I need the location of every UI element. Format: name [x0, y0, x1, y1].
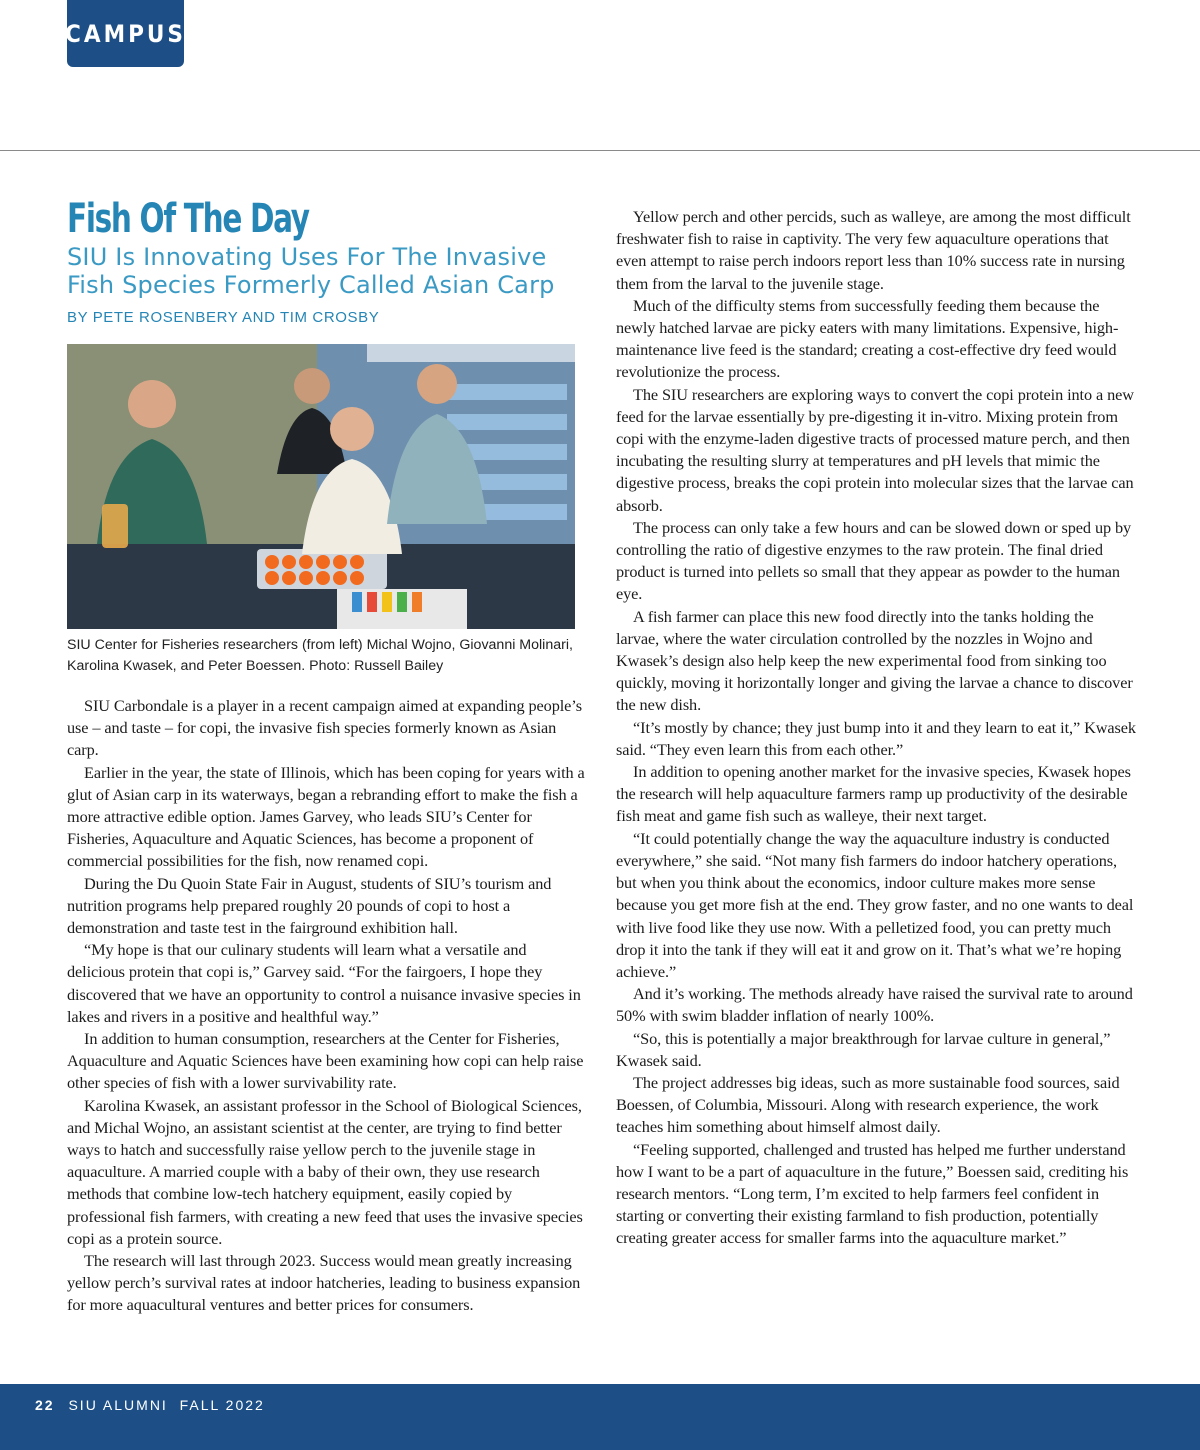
body-paragraph: A fish farmer can place this new food directly into the tanks holding the larvae, where the water circulation controlled by the nozzles in Wojno and Kwasek’s design also help keep the new experimental food from sinking too quickly, moving it horizontally longer and giving the larvae a chance to discover the new dish. [616, 606, 1133, 715]
photo-caption: SIU Center for Fisheries researchers (from left) Michal Wojno, Giovanni Molinari, Karolina Kwasek, and Peter Boessen. Photo: Russell Bailey [67, 637, 573, 674]
article-byline: BY PETE ROSENBERY AND TIM CROSBY [67, 309, 380, 326]
footer-text [35, 1397, 265, 1413]
header-divider [0, 150, 1200, 151]
left-column [67, 195, 587, 1317]
page-number: 22 [35, 1397, 55, 1413]
body-paragraph: During the Du Quoin State Fair in August, students of SIU’s tourism and nutrition programs help prepared roughly 20 pounds of copi to host a demonstration and taste test in the fairground exhibition hall. [67, 873, 552, 938]
article-subtitle: SIU Is Innovating Uses For The Invasive Fish Species Formerly Called Asian Carp [67, 243, 555, 299]
body-paragraph: In addition to human consumption, researchers at the Center for Fisheries, Aquaculture and Aquatic Sciences have been examining how copi can help raise other species of fish with a lower survivability rate. [67, 1029, 584, 1093]
body-paragraph: Yellow perch and other percids, such as walleye, are among the most difficult freshwater fish to raise in captivity. The very few aquaculture operations that even attempt to raise perch indoors report less than 10% success rate in nursing them from the larval to the juvenile stage. [616, 207, 1131, 293]
left-body-text [67, 695, 587, 1317]
body-paragraph: In addition to opening another market for the invasive species, Kwasek hopes the research will help aquaculture farmers ramp up productivity of the desirable fish meat and game fish such as walleye, their next target. [616, 762, 1131, 826]
body-paragraph: The research will last through 2023. Success would mean greatly increasing yellow perch’s survival rates at indoor hatcheries, leading to business expansion for more aquacultural ventures and better prices for consumers. [67, 1251, 581, 1315]
right-column [616, 206, 1138, 1250]
researchers-photo [67, 344, 575, 629]
body-paragraph: “It’s mostly by chance; they just bump into it and they learn to eat it,” Kwasek said. “They even learn this from each other.” [616, 717, 1136, 759]
body-paragraph: And it’s working. The methods already have raised the survival rate to around 50% with swim bladder inflation of nearly 100%. [616, 984, 1133, 1026]
body-paragraph: “Feeling supported, challenged and trusted has helped me further understand how I want to be a part of aquaculture in the future,” Boessen said, crediting his research mentors. “Long term, I’m excited to help farmers feel confident in starting or converting their existing farmland to fish production, potentially creating greater access for smaller farms into the aquaculture market.” [616, 1139, 1129, 1248]
right-body-text [616, 206, 1138, 1250]
body-paragraph: “My hope is that our culinary students will learn what a versatile and delicious protein that copi is,” Garvey said. “For the fairgoers, I hope they discovered that we have an opportunity to control a nuisance invasive species in lakes and rivers in a positive and healthful way.” [67, 940, 581, 1026]
body-paragraph: The project addresses big ideas, such as more sustainable food sources, said Boessen, of Columbia, Missouri. Along with research experience, the work teaches him something about himself almost daily. [616, 1072, 1120, 1137]
publication-name: SIU ALUMNI FALL 2022 [68, 1397, 265, 1413]
body-paragraph: “So, this is potentially a major breakthrough for larvae culture in general,” Kwasek said. [616, 1028, 1111, 1070]
body-paragraph: The process can only take a few hours and can be slowed down or sped up by controlling the ratio of digestive enzymes to the raw protein. The final dried product is turned into pellets so small that they appear as powder to the human eye. [616, 517, 1132, 604]
article-title: Fish Of The Day [67, 196, 309, 242]
body-paragraph: “It could potentially change the way the aquaculture industry is conducted everywhere,” she said. “Not many fish farmers do indoor hatchery operations, but when you think about the economics, indoor culture makes more sense because you get more fish at the end. They grow faster, and no one wants to deal with live food like they use now. With a pelletized food, you can pretty much drop it into the tank if they will eat it and grow on it. That’s what we’re hoping achieve.” [616, 828, 1134, 981]
page-footer [0, 1384, 1200, 1450]
body-paragraph: Much of the difficulty stems from successfully feeding them because the newly hatched larvae are picky eaters with many limitations. Expensive, high-maintenance live feed is the standard; creating a cost-effective dry feed would revolutionize the process. [616, 295, 1119, 382]
section-tab: CAMPUS [67, 0, 184, 67]
body-paragraph: Karolina Kwasek, an assistant professor in the School of Biological Sciences, and Michal Wojno, an assistant scientist at the center, are trying to find better ways to hatch and successfully raise yellow perch to the juvenile stage in aquaculture. A married couple with a baby of their own, they use research methods that combine low-tech hatchery equipment, easily copied by professional fish farmers, with creating a new feed that uses the invasive species copi as a protein source. [67, 1095, 583, 1248]
body-paragraph: Earlier in the year, the state of Illinois, which has been coping for years with a glut of Asian carp in its waterways, began a rebranding effort to make the fish a more attractive edible option. James Garvey, who leads SIU’s Center for Fisheries, Aquaculture and Aquatic Sciences, has become a proponent of commercial possibilities for the fish, now renamed copi. [67, 762, 585, 871]
body-paragraph: The SIU researchers are exploring ways to convert the copi protein into a new feed for the larvae essentially by pre-digesting it in-vitro. Mixing protein from copi with the enzyme-laden digestive tracts of processed mature perch, and then incubating the resulting slurry at temperatures and pH levels that mimic the digestive process, breaks the copi protein into molecular sizes that the larvae can absorb. [616, 384, 1134, 515]
body-paragraph: SIU Carbondale is a player in a recent campaign aimed at expanding people’s use – and taste – for copi, the invasive fish species formerly known as Asian carp. [67, 696, 582, 760]
